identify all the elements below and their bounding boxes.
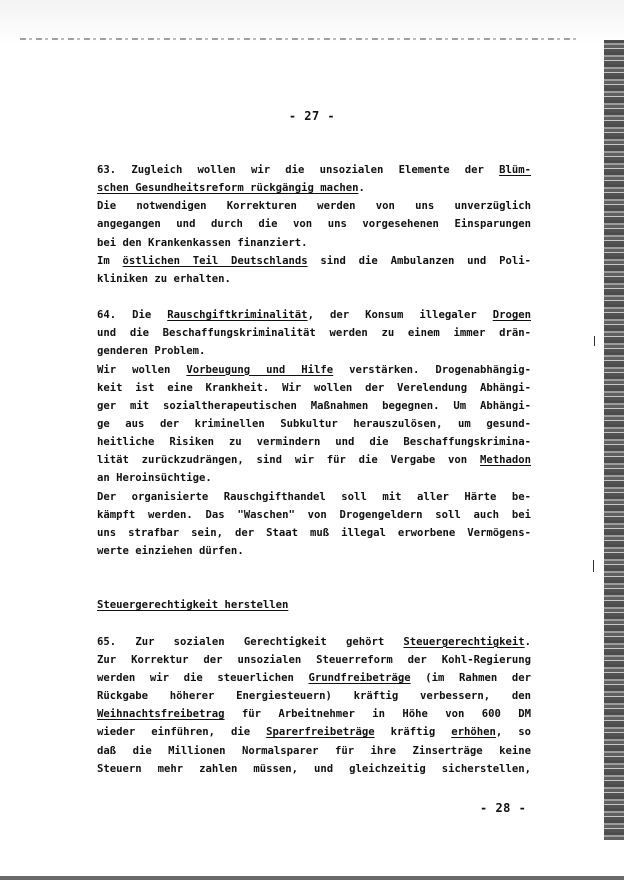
- text-line: lität zurückzudrängen, sind wir für die Vergabe von Methadon: [97, 454, 531, 467]
- text-line: daß die Millionen Normalsparer für ihre Zinserträge keine: [97, 744, 531, 757]
- text-line: 65. Zur sozialen Gerechtigkeit gehört Steuergerechtigkeit.: [97, 635, 531, 648]
- text-line: und die Beschaffungskriminalität werden zu einem immer drän-: [97, 327, 531, 340]
- text-line: Weihnachtsfreibetrag für Arbeitnehmer in Höhe von 600 DM: [97, 708, 531, 721]
- text-line: wieder einführen, die Sparerfreibeträge kräftig erhöhen, so: [97, 726, 531, 739]
- underlined-text: schen Gesundheitsreform rückgängig machen: [97, 182, 359, 195]
- underlined-text: Sparerfreibeträge: [266, 726, 375, 739]
- underlined-text: Vorbeugung und Hilfe: [186, 363, 334, 376]
- underlined-text: Rauschgiftkriminalität: [167, 309, 308, 322]
- scan-mark: [594, 336, 595, 346]
- page-number-bottom: - 28 -: [480, 801, 527, 815]
- underlined-text: Drogen: [492, 309, 531, 322]
- scan-top-line: [20, 38, 580, 40]
- text-line: ge aus der kriminellen Subkultur herauszulösen, um gesund-: [97, 417, 531, 430]
- text-line: an Heroinsüchtige.: [97, 472, 212, 485]
- underlined-text: Weihnachtsfreibetrag: [97, 708, 225, 721]
- underlined-text: Methadon: [479, 454, 531, 467]
- text-line: heitliche Risiken zu vermindern und die Beschaffungskrimina-: [97, 436, 531, 449]
- section-heading: Steuergerechtigkeit herstellen: [97, 599, 289, 612]
- text-line: schen Gesundheitsreform rückgängig machen.: [97, 182, 365, 195]
- text-line: genderen Problem.: [97, 345, 206, 358]
- text-line: Zur Korrektur der unsozialen Steuerreform der Kohl-Regierung: [97, 653, 531, 666]
- text-line: ger mit sozialtherapeutischen Maßnahmen begegnen. Um Abhängi-: [97, 399, 531, 412]
- scan-right-edge: [604, 40, 624, 840]
- scan-mark: [593, 560, 594, 572]
- text-line: kämpft werden. Das "Waschen" von Drogengeldern soll auch bei: [97, 508, 531, 521]
- text-line: Wir wollen Vorbeugung und Hilfe verstärken. Drogenabhängig-: [97, 363, 531, 376]
- page-number-top: - 27 -: [288, 109, 336, 123]
- text-line: Im östlichen Teil Deutschlands sind die Ambulanzen und Poli-: [97, 254, 531, 267]
- text-line: uns strafbar sein, der Staat muß illegal erworbene Vermögens-: [97, 526, 531, 539]
- text-line: Steuern mehr zahlen müssen, und gleichzeitig sicherstellen,: [97, 762, 531, 775]
- paragraph-63: [97, 161, 531, 288]
- text-line: Rückgabe höherer Energiesteuern) kräftig verbessern, den: [97, 690, 531, 703]
- text-line: werte einziehen dürfen.: [97, 544, 244, 557]
- paragraph-65: [97, 633, 531, 778]
- text-line: bei den Krankenkassen finanziert.: [97, 236, 308, 249]
- underlined-text: Steuergerechtigkeit: [403, 635, 525, 648]
- text-line: angegangen und durch die von uns vorgesehenen Einsparungen: [97, 218, 531, 231]
- text-line: 64. Die Rauschgiftkriminalität, der Konsum illegaler Drogen: [97, 309, 531, 322]
- text-line: werden wir die steuerlichen Grundfreibeträge (im Rahmen der: [97, 671, 531, 684]
- scan-bottom-edge: [0, 876, 624, 880]
- text-line: keit ist eine Krankheit. Wir wollen der Verelendung Abhängi-: [97, 381, 531, 394]
- underlined-text: Grundfreibeträge: [308, 671, 411, 684]
- text-line: Die notwendigen Korrekturen werden von uns unverzüglich: [97, 200, 531, 213]
- text-line: Der organisierte Rauschgifthandel soll mit aller Härte be-: [97, 490, 531, 503]
- underlined-text: erhöhen: [451, 726, 496, 739]
- text-line: kliniken zu erhalten.: [97, 272, 231, 285]
- paragraph-64: [97, 306, 531, 560]
- text-line: 63. Zugleich wollen wir die unsozialen Elemente der Blüm-: [97, 164, 531, 176]
- underlined-text: Blüm-: [499, 164, 531, 176]
- document-body: [97, 161, 531, 778]
- underlined-text: östlichen Teil Deutschlands: [122, 254, 308, 267]
